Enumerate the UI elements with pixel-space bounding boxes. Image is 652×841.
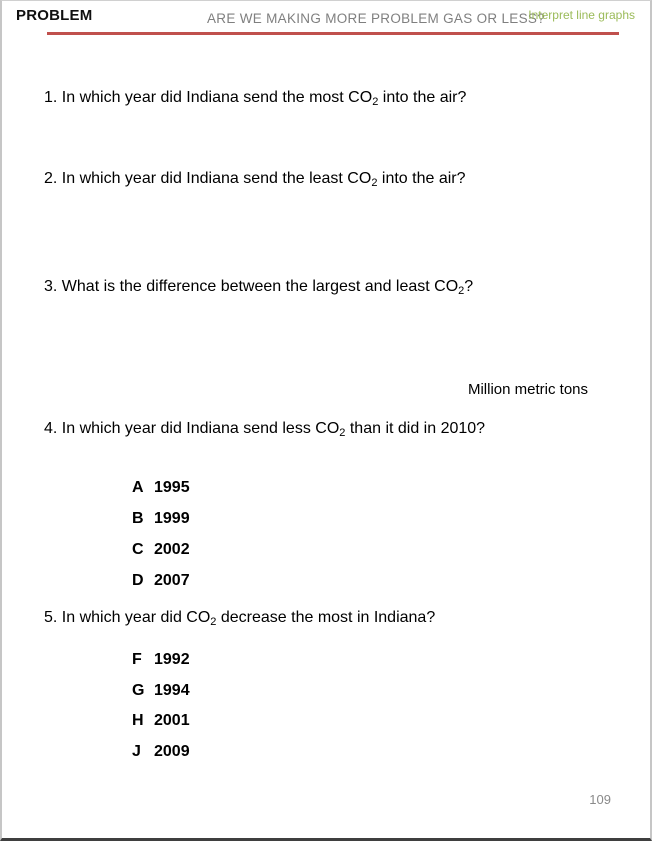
option-letter: G bbox=[132, 682, 145, 699]
option-letter: H bbox=[132, 712, 144, 729]
q5-option-j bbox=[132, 742, 190, 762]
co2-subscript: 2 bbox=[371, 177, 378, 189]
q4-option-d bbox=[132, 571, 190, 591]
question-1-text-end: into the air? bbox=[378, 89, 467, 106]
question-2 bbox=[44, 168, 466, 190]
question-5-text: In which year did CO bbox=[57, 609, 211, 626]
option-value: 1999 bbox=[154, 510, 190, 527]
option-value: 2002 bbox=[154, 541, 190, 558]
question-5 bbox=[44, 607, 435, 629]
question-3-text: What is the difference between the largest and least CO bbox=[57, 278, 459, 295]
option-value: 1995 bbox=[154, 479, 190, 496]
question-2-text: In which year did Indiana send the least CO bbox=[57, 170, 372, 187]
question-4 bbox=[44, 418, 485, 440]
option-letter: D bbox=[132, 572, 144, 589]
question-3-number: 3. bbox=[44, 278, 58, 295]
question-1 bbox=[44, 87, 466, 109]
page-number: 109 bbox=[589, 792, 611, 807]
question-3 bbox=[44, 276, 473, 298]
option-letter: C bbox=[132, 541, 144, 558]
option-value: 1992 bbox=[154, 651, 190, 668]
co2-subscript: 2 bbox=[339, 427, 346, 439]
q4-option-b bbox=[132, 509, 190, 529]
q4-option-a bbox=[132, 478, 190, 498]
option-letter: B bbox=[132, 510, 144, 527]
unit-note: Million metric tons bbox=[467, 381, 588, 398]
question-1-number: 1. bbox=[44, 89, 58, 106]
question-3-text-end: ? bbox=[464, 278, 474, 295]
question-1-text: In which year did Indiana send the most CO bbox=[57, 89, 373, 106]
option-letter: A bbox=[132, 479, 144, 496]
option-value: 2009 bbox=[154, 743, 190, 760]
co2-subscript: 2 bbox=[372, 96, 379, 108]
q5-option-h bbox=[132, 711, 190, 731]
question-4-text: In which year did Indiana send less CO bbox=[57, 420, 340, 437]
question-4-number: 4. bbox=[44, 420, 58, 437]
q5-option-f bbox=[132, 650, 190, 670]
option-value: 2007 bbox=[154, 572, 190, 589]
question-2-number: 2. bbox=[44, 170, 58, 187]
option-letter: J bbox=[132, 743, 141, 760]
co2-subscript: 2 bbox=[458, 285, 465, 297]
question-4-text-end: than it did in 2010? bbox=[345, 420, 486, 437]
question-2-text-end: into the air? bbox=[377, 170, 466, 187]
option-letter: F bbox=[132, 651, 142, 668]
option-value: 1994 bbox=[154, 682, 190, 699]
question-5-text-end: decrease the most in Indiana? bbox=[216, 609, 436, 626]
header-problem-label: PROBLEM bbox=[16, 7, 93, 24]
header-rule bbox=[47, 32, 619, 35]
page-title: ARE WE MAKING MORE PROBLEM GAS OR LESS? bbox=[207, 11, 546, 26]
question-5-number: 5. bbox=[44, 609, 58, 626]
option-value: 2001 bbox=[154, 712, 190, 729]
q4-option-c bbox=[132, 540, 190, 560]
co2-subscript: 2 bbox=[210, 616, 217, 628]
lesson-skill-tag: Interpret line graphs bbox=[528, 8, 635, 22]
q5-option-g bbox=[132, 681, 190, 701]
